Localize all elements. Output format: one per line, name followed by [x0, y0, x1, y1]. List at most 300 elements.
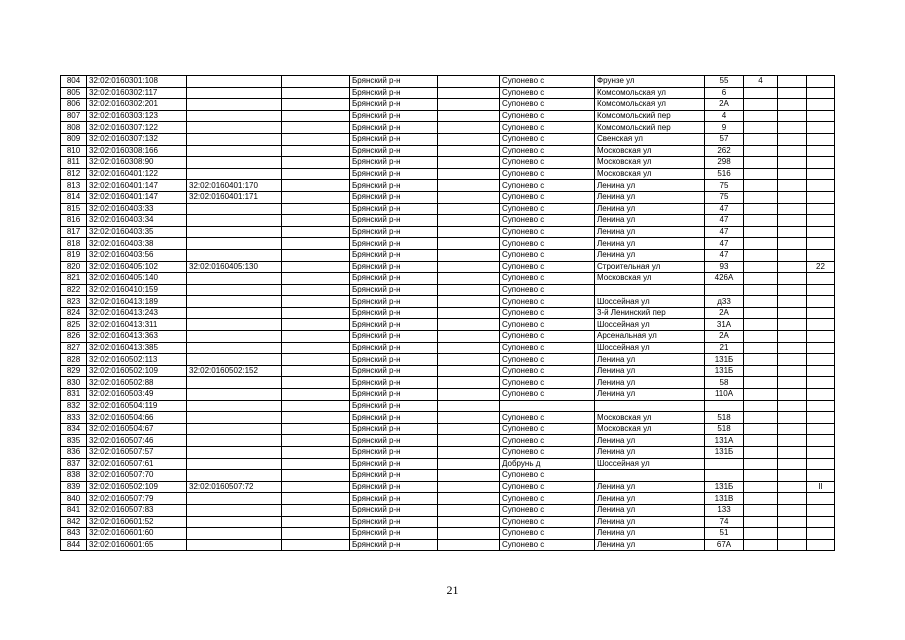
street-cell: Ленина ул [595, 435, 705, 447]
district-cell: Брянский р-н [350, 307, 438, 319]
settlement-cell: Супонево с [500, 377, 595, 389]
cadastral-number-cell: 32:02:0160413:385 [87, 342, 187, 354]
empty-cell [778, 215, 807, 227]
apartment-cell [807, 296, 835, 308]
district-cell: Брянский р-н [350, 354, 438, 366]
empty-cell [438, 435, 500, 447]
linked-cadastral-number-cell [187, 145, 282, 157]
empty-cell [282, 528, 350, 540]
apartment-cell [807, 76, 835, 88]
row-number-cell: 805 [61, 87, 87, 99]
linked-cadastral-number-cell [187, 99, 282, 111]
street-cell: Ленина ул [595, 354, 705, 366]
row-number-cell: 832 [61, 400, 87, 412]
table-row [61, 307, 835, 319]
house-number-cell: 131В [705, 493, 744, 505]
table-row [61, 447, 835, 459]
empty-cell [282, 203, 350, 215]
empty-cell [282, 365, 350, 377]
empty-cell [778, 273, 807, 285]
empty-cell [778, 365, 807, 377]
empty-cell [778, 168, 807, 180]
apartment-cell [807, 354, 835, 366]
linked-cadastral-number-cell [187, 516, 282, 528]
empty-cell [282, 458, 350, 470]
row-number-cell: 815 [61, 203, 87, 215]
table-row [61, 284, 835, 296]
empty-cell [778, 226, 807, 238]
empty-cell [438, 226, 500, 238]
empty-cell [282, 168, 350, 180]
empty-cell [282, 504, 350, 516]
empty-cell [282, 145, 350, 157]
house-number-cell: 47 [705, 238, 744, 250]
empty-cell [778, 342, 807, 354]
district-cell: Брянский р-н [350, 261, 438, 273]
district-cell: Брянский р-н [350, 331, 438, 343]
district-cell: Брянский р-н [350, 447, 438, 459]
linked-cadastral-number-cell [187, 389, 282, 401]
district-cell: Брянский р-н [350, 122, 438, 134]
cadastral-number-cell: 32:02:0160601:60 [87, 528, 187, 540]
building-cell [744, 400, 778, 412]
apartment-cell: 22 [807, 261, 835, 273]
cadastral-number-cell: 32:02:0160507:79 [87, 493, 187, 505]
row-number-cell: 839 [61, 481, 87, 493]
empty-cell [282, 470, 350, 482]
empty-cell [438, 133, 500, 145]
district-cell: Брянский р-н [350, 226, 438, 238]
table-row [61, 273, 835, 285]
empty-cell [778, 435, 807, 447]
empty-cell [778, 447, 807, 459]
settlement-cell: Супонево с [500, 76, 595, 88]
house-number-cell: 298 [705, 157, 744, 169]
building-cell [744, 458, 778, 470]
building-cell [744, 423, 778, 435]
empty-cell [778, 458, 807, 470]
street-cell [595, 400, 705, 412]
empty-cell [778, 87, 807, 99]
street-cell: Московская ул [595, 168, 705, 180]
linked-cadastral-number-cell [187, 493, 282, 505]
settlement-cell: Супонево с [500, 435, 595, 447]
page-number: 21 [446, 583, 459, 597]
house-number-cell: 74 [705, 516, 744, 528]
apartment-cell [807, 168, 835, 180]
table-row [61, 319, 835, 331]
district-cell: Брянский р-н [350, 423, 438, 435]
linked-cadastral-number-cell [187, 226, 282, 238]
row-number-cell: 825 [61, 319, 87, 331]
cadastral-number-cell: 32:02:0160405:140 [87, 273, 187, 285]
apartment-cell [807, 458, 835, 470]
house-number-cell [705, 284, 744, 296]
empty-cell [438, 423, 500, 435]
district-cell: Брянский р-н [350, 238, 438, 250]
row-number-cell: 806 [61, 99, 87, 111]
cadastral-number-cell: 32:02:0160504:66 [87, 412, 187, 424]
row-number-cell: 819 [61, 249, 87, 261]
settlement-cell: Супонево с [500, 365, 595, 377]
cadastral-number-cell: 32:02:0160413:311 [87, 319, 187, 331]
linked-cadastral-number-cell [187, 203, 282, 215]
district-cell: Брянский р-н [350, 76, 438, 88]
empty-cell [438, 145, 500, 157]
empty-cell [282, 342, 350, 354]
district-cell: Брянский р-н [350, 504, 438, 516]
empty-cell [438, 493, 500, 505]
empty-cell [438, 331, 500, 343]
row-number-cell: 810 [61, 145, 87, 157]
street-cell: Арсенальная ул [595, 331, 705, 343]
street-cell: Ленина ул [595, 504, 705, 516]
district-cell: Брянский р-н [350, 157, 438, 169]
row-number-cell: 844 [61, 539, 87, 551]
linked-cadastral-number-cell [187, 400, 282, 412]
linked-cadastral-number-cell [187, 122, 282, 134]
row-number-cell: 807 [61, 110, 87, 122]
table-row [61, 400, 835, 412]
empty-cell [438, 215, 500, 227]
apartment-cell [807, 99, 835, 111]
empty-cell [438, 99, 500, 111]
building-cell [744, 238, 778, 250]
empty-cell [438, 76, 500, 88]
district-cell: Брянский р-н [350, 365, 438, 377]
house-number-cell: 131А [705, 435, 744, 447]
linked-cadastral-number-cell [187, 528, 282, 540]
linked-cadastral-number-cell [187, 110, 282, 122]
empty-cell [438, 342, 500, 354]
linked-cadastral-number-cell [187, 539, 282, 551]
empty-cell [778, 145, 807, 157]
empty-cell [282, 99, 350, 111]
settlement-cell: Супонево с [500, 261, 595, 273]
empty-cell [438, 470, 500, 482]
empty-cell [282, 447, 350, 459]
empty-cell [778, 481, 807, 493]
linked-cadastral-number-cell [187, 215, 282, 227]
building-cell [744, 481, 778, 493]
settlement-cell: Супонево с [500, 296, 595, 308]
apartment-cell [807, 447, 835, 459]
row-number-cell: 811 [61, 157, 87, 169]
empty-cell [778, 539, 807, 551]
empty-cell [438, 168, 500, 180]
building-cell [744, 331, 778, 343]
empty-cell [438, 504, 500, 516]
street-cell: Комсомольская ул [595, 87, 705, 99]
district-cell: Брянский р-н [350, 389, 438, 401]
building-cell [744, 110, 778, 122]
table-row [61, 99, 835, 111]
settlement-cell: Супонево с [500, 110, 595, 122]
street-cell: Комсомольский пер [595, 110, 705, 122]
empty-cell [778, 389, 807, 401]
linked-cadastral-number-cell [187, 342, 282, 354]
linked-cadastral-number-cell [187, 76, 282, 88]
settlement-cell: Супонево с [500, 191, 595, 203]
house-number-cell: 133 [705, 504, 744, 516]
table-row [61, 389, 835, 401]
empty-cell [438, 284, 500, 296]
cadastral-number-cell: 32:02:0160308:166 [87, 145, 187, 157]
table-row [61, 423, 835, 435]
house-number-cell: 2А [705, 331, 744, 343]
district-cell: Брянский р-н [350, 458, 438, 470]
linked-cadastral-number-cell [187, 249, 282, 261]
empty-cell [778, 307, 807, 319]
house-number-cell: 4 [705, 110, 744, 122]
house-number-cell: 55 [705, 76, 744, 88]
linked-cadastral-number-cell [187, 307, 282, 319]
table-row [61, 133, 835, 145]
building-cell [744, 145, 778, 157]
street-cell: Фрунзе ул [595, 76, 705, 88]
street-cell: Ленина ул [595, 493, 705, 505]
street-cell: Ленина ул [595, 226, 705, 238]
house-number-cell: 93 [705, 261, 744, 273]
district-cell: Брянский р-н [350, 481, 438, 493]
apartment-cell [807, 365, 835, 377]
settlement-cell: Супонево с [500, 470, 595, 482]
row-number-cell: 838 [61, 470, 87, 482]
empty-cell [438, 273, 500, 285]
settlement-cell: Супонево с [500, 447, 595, 459]
table-row [61, 470, 835, 482]
row-number-cell: 817 [61, 226, 87, 238]
building-cell [744, 493, 778, 505]
cadastral-number-cell: 32:02:0160307:122 [87, 122, 187, 134]
settlement-cell: Супонево с [500, 389, 595, 401]
street-cell: Комсомольский пер [595, 122, 705, 134]
empty-cell [438, 307, 500, 319]
empty-cell [778, 516, 807, 528]
house-number-cell: 21 [705, 342, 744, 354]
house-number-cell: 47 [705, 226, 744, 238]
empty-cell [282, 122, 350, 134]
street-cell: Московская ул [595, 157, 705, 169]
table-row [61, 516, 835, 528]
settlement-cell: Супонево с [500, 481, 595, 493]
street-cell: 3-й Ленинский пер [595, 307, 705, 319]
empty-cell [282, 226, 350, 238]
row-number-cell: 821 [61, 273, 87, 285]
street-cell: Ленина ул [595, 377, 705, 389]
apartment-cell [807, 87, 835, 99]
settlement-cell: Супонево с [500, 99, 595, 111]
table-row [61, 377, 835, 389]
empty-cell [282, 284, 350, 296]
cadastral-number-cell: 32:02:0160502:109 [87, 481, 187, 493]
table-row [61, 493, 835, 505]
house-number-cell: 67А [705, 539, 744, 551]
table-row [61, 226, 835, 238]
apartment-cell [807, 180, 835, 192]
table-row [61, 458, 835, 470]
empty-cell [778, 261, 807, 273]
empty-cell [778, 110, 807, 122]
empty-cell [778, 99, 807, 111]
settlement-cell: Супонево с [500, 203, 595, 215]
empty-cell [282, 307, 350, 319]
apartment-cell [807, 435, 835, 447]
house-number-cell: 58 [705, 377, 744, 389]
street-cell [595, 284, 705, 296]
street-cell: Строительная ул [595, 261, 705, 273]
empty-cell [282, 319, 350, 331]
linked-cadastral-number-cell [187, 319, 282, 331]
settlement-cell: Супонево с [500, 307, 595, 319]
cadastral-number-cell: 32:02:0160413:243 [87, 307, 187, 319]
house-number-cell: 262 [705, 145, 744, 157]
cadastral-number-cell: 32:02:0160413:189 [87, 296, 187, 308]
apartment-cell [807, 133, 835, 145]
building-cell [744, 180, 778, 192]
empty-cell [778, 133, 807, 145]
building-cell [744, 365, 778, 377]
linked-cadastral-number-cell [187, 447, 282, 459]
street-cell: Московская ул [595, 412, 705, 424]
table-row [61, 157, 835, 169]
linked-cadastral-number-cell [187, 377, 282, 389]
row-number-cell: 820 [61, 261, 87, 273]
apartment-cell: II [807, 481, 835, 493]
linked-cadastral-number-cell [187, 284, 282, 296]
cadastral-number-cell: 32:02:0160410:159 [87, 284, 187, 296]
empty-cell [282, 296, 350, 308]
building-cell [744, 435, 778, 447]
apartment-cell [807, 377, 835, 389]
linked-cadastral-number-cell [187, 296, 282, 308]
street-cell: Ленина ул [595, 180, 705, 192]
empty-cell [438, 400, 500, 412]
house-number-cell [705, 458, 744, 470]
apartment-cell [807, 389, 835, 401]
empty-cell [438, 249, 500, 261]
house-number-cell: 75 [705, 191, 744, 203]
empty-cell [438, 238, 500, 250]
linked-cadastral-number-cell: 32:02:0160405:130 [187, 261, 282, 273]
table-row [61, 145, 835, 157]
street-cell: Шоссейная ул [595, 342, 705, 354]
district-cell: Брянский р-н [350, 400, 438, 412]
house-number-cell: 57 [705, 133, 744, 145]
empty-cell [282, 215, 350, 227]
empty-cell [778, 470, 807, 482]
row-number-cell: 827 [61, 342, 87, 354]
linked-cadastral-number-cell: 32:02:0160502:152 [187, 365, 282, 377]
empty-cell [282, 412, 350, 424]
empty-cell [778, 284, 807, 296]
building-cell [744, 319, 778, 331]
house-number-cell: 2А [705, 99, 744, 111]
row-number-cell: 834 [61, 423, 87, 435]
apartment-cell [807, 284, 835, 296]
apartment-cell [807, 319, 835, 331]
settlement-cell: Супонево с [500, 180, 595, 192]
settlement-cell: Добрунь д [500, 458, 595, 470]
empty-cell [282, 435, 350, 447]
table-row [61, 180, 835, 192]
empty-cell [282, 87, 350, 99]
settlement-cell: Супонево с [500, 528, 595, 540]
house-number-cell: 47 [705, 215, 744, 227]
apartment-cell [807, 157, 835, 169]
empty-cell [282, 238, 350, 250]
building-cell [744, 470, 778, 482]
settlement-cell: Супонево с [500, 145, 595, 157]
empty-cell [282, 273, 350, 285]
cadastral-number-cell: 32:02:0160303:123 [87, 110, 187, 122]
empty-cell [438, 365, 500, 377]
row-number-cell: 836 [61, 447, 87, 459]
building-cell [744, 284, 778, 296]
cadastral-number-cell: 32:02:0160302:117 [87, 87, 187, 99]
table-row [61, 110, 835, 122]
cadastral-number-cell: 32:02:0160601:65 [87, 539, 187, 551]
empty-cell [282, 76, 350, 88]
cadastral-number-cell: 32:02:0160502:113 [87, 354, 187, 366]
table-row [61, 203, 835, 215]
cadastral-number-cell: 32:02:0160405:102 [87, 261, 187, 273]
district-cell: Брянский р-н [350, 296, 438, 308]
empty-cell [438, 412, 500, 424]
apartment-cell [807, 215, 835, 227]
street-cell: Московская ул [595, 145, 705, 157]
empty-cell [778, 157, 807, 169]
apartment-cell [807, 539, 835, 551]
house-number-cell: 9 [705, 122, 744, 134]
settlement-cell: Супонево с [500, 122, 595, 134]
row-number-cell: 818 [61, 238, 87, 250]
street-cell: Ленина ул [595, 481, 705, 493]
table-row [61, 412, 835, 424]
house-number-cell: 75 [705, 180, 744, 192]
table-row [61, 168, 835, 180]
street-cell: Ленина ул [595, 528, 705, 540]
empty-cell [282, 400, 350, 412]
apartment-cell [807, 249, 835, 261]
district-cell: Брянский р-н [350, 377, 438, 389]
table-row [61, 342, 835, 354]
building-cell [744, 226, 778, 238]
empty-cell [778, 412, 807, 424]
apartment-cell [807, 110, 835, 122]
linked-cadastral-number-cell [187, 273, 282, 285]
district-cell: Брянский р-н [350, 273, 438, 285]
building-cell [744, 273, 778, 285]
cadastral-number-cell: 32:02:0160403:33 [87, 203, 187, 215]
street-cell: Ленина ул [595, 447, 705, 459]
cadastral-number-cell: 32:02:0160507:57 [87, 447, 187, 459]
settlement-cell: Супонево с [500, 331, 595, 343]
district-cell: Брянский р-н [350, 539, 438, 551]
settlement-cell: Супонево с [500, 539, 595, 551]
street-cell: Ленина ул [595, 215, 705, 227]
district-cell: Брянский р-н [350, 470, 438, 482]
empty-cell [438, 319, 500, 331]
settlement-cell: Супонево с [500, 238, 595, 250]
cadastral-number-cell: 32:02:0160502:88 [87, 377, 187, 389]
street-cell: Ленина ул [595, 389, 705, 401]
district-cell: Брянский р-н [350, 133, 438, 145]
empty-cell [438, 377, 500, 389]
table-row [61, 238, 835, 250]
empty-cell [778, 191, 807, 203]
linked-cadastral-number-cell [187, 331, 282, 343]
